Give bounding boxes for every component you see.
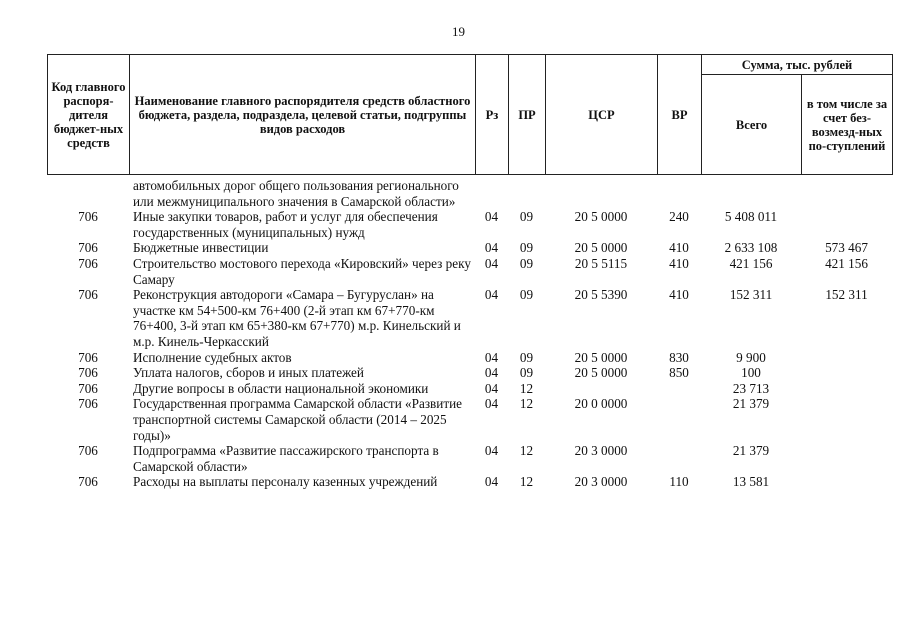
table-row [47,256,892,287]
table-row [47,381,892,397]
cell-name: Бюджетные инвестиции [133,240,269,256]
cell-name: Расходы на выплаты персоналу казенных учреждений [133,474,438,490]
cell-total: 21 379 [732,443,770,459]
cell-rz: 04 [484,255,499,271]
header-incl: в том числе за счет без-возмезд-ных по-ступлений [802,75,893,175]
cell-pr: 09 [519,255,534,271]
cell-rz: 04 [484,209,499,225]
table-row [47,240,892,256]
page-number: 19 [452,24,465,39]
cell-vr: 410 [669,287,689,303]
cell-vr: 410 [669,255,689,271]
cell-code: 706 [78,380,98,396]
cell-rz: 04 [484,365,499,381]
cell-total: 9 900 [736,349,766,365]
cell-total: 13 581 [732,474,770,490]
cell-name: Уплата налогов, сборов и иных платежей [133,365,364,381]
cell-rz: 04 [484,349,499,365]
cell-code: 706 [78,443,98,459]
cell-pr: 12 [519,380,534,396]
cell-code: 706 [78,255,98,271]
cell-vr: 850 [669,365,689,381]
cell-total: 21 379 [732,396,770,412]
cell-rz: 04 [484,396,499,412]
table-row [47,396,892,443]
cell-total: 152 311 [729,287,773,303]
header-code: Код главного распоря-дителя бюджет-ных средств [48,55,130,175]
cell-csr: 20 0 0000 [574,396,628,412]
cell-code: 706 [78,209,98,225]
cell-name: автомобильных дорог общего пользования регионального или межмуниципального значения в Самарской области» [133,178,459,209]
header-sum: Сумма, тыс. рублей [702,55,893,75]
cell-pr: 09 [519,209,534,225]
cell-code: 706 [78,365,98,381]
cell-pr: 12 [519,443,534,459]
cell-vr: 110 [669,474,689,490]
cell-total: 2 633 108 [724,240,778,256]
cell-rz: 04 [484,240,499,256]
table-row [47,287,892,349]
cell-total: 5 408 011 [724,209,778,225]
table-header [47,54,893,175]
header-name: Наименование главного распорядителя средств областного бюджета, раздела, подраздела, целевой статьи, подгруппы видов расходов [130,55,476,175]
cell-csr: 20 5 5115 [574,255,628,271]
cell-csr: 20 3 0000 [574,443,628,459]
cell-rz: 04 [484,474,499,490]
cell-total: 421 156 [729,255,773,271]
cell-pr: 12 [519,396,534,412]
header-pr: ПР [509,55,546,175]
cell-csr: 20 5 5390 [574,287,628,303]
table-row [47,443,892,474]
cell-code: 706 [78,396,98,412]
cell-name: Реконструкция автодороги «Самара – Бугуруслан» на участке км 54+500-км 76+400 (2-й этап км 67+770-км 76+400, 3-й этап км 65+380-км 67+770) м.р. Кинельский и м.р. Кинель-Черкасский [133,287,461,349]
cell-rz: 04 [484,443,499,459]
cell-name: Иные закупки товаров, работ и услуг для обеспечения государственных (муниципальных) нужд [133,209,438,240]
cell-vr: 410 [669,240,689,256]
cell-csr: 20 5 0000 [574,365,628,381]
cell-code: 706 [78,474,98,490]
table-row [47,209,892,240]
cell-pr: 09 [519,240,534,256]
cell-code: 706 [78,240,98,256]
table-row [47,474,892,490]
table-body [47,178,892,490]
cell-rz: 04 [484,287,499,303]
cell-csr: 20 3 0000 [574,474,628,490]
cell-vr: 830 [669,349,689,365]
cell-csr: 20 5 0000 [574,209,628,225]
header-csr: ЦСР [546,55,658,175]
cell-name: Другие вопросы в области национальной экономики [133,380,429,396]
header-rz: Рз [476,55,509,175]
cell-name: Исполнение судебных актов [133,349,292,365]
cell-name: Строительство мостового перехода «Кировский» через реку Самару [133,255,471,287]
header-vr: ВР [658,55,702,175]
header-total: Всего [702,75,802,175]
table-row [47,365,892,381]
cell-pr: 12 [519,474,534,490]
cell-name: Подпрограмма «Развитие пассажирского транспорта в Самарской области» [133,443,439,474]
cell-rz: 04 [484,380,499,396]
cell-pr: 09 [519,287,534,303]
cell-csr: 20 5 0000 [574,349,628,365]
table-row [47,350,892,366]
cell-incl: 573 467 [825,240,868,256]
cell-incl: 421 156 [825,255,868,271]
cell-vr: 240 [669,209,689,225]
cell-code: 706 [78,349,98,365]
table-row [47,178,892,209]
cell-code: 706 [78,287,98,303]
cell-incl: 152 311 [825,287,868,303]
cell-pr: 09 [519,349,534,365]
cell-csr: 20 5 0000 [574,240,628,256]
cell-pr: 09 [519,365,534,381]
cell-name: Государственная программа Самарской области «Развитие транспортной системы Самарской области (2014 – 2025 годы)» [133,396,463,443]
cell-total: 23 713 [732,380,770,396]
cell-total: 100 [741,365,761,381]
